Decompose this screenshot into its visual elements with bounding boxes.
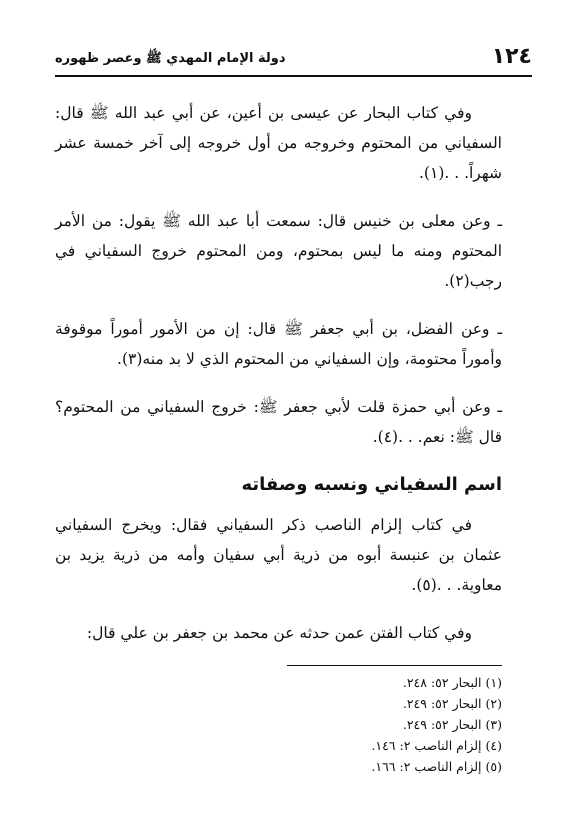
running-title: دولة الإمام المهدي ﷺ وعصر ظهوره <box>55 51 286 66</box>
header-rule <box>55 75 532 77</box>
footnote: (٥) إلزام الناصب ٢: ١٦٦. <box>371 759 502 774</box>
page-number: ١٢٤ <box>491 44 532 69</box>
footnote: (٣) البحار ٥٢: ٢٤٩. <box>402 717 502 732</box>
footnote: (٤) إلزام الناصب ٢: ١٤٦. <box>371 738 502 753</box>
paragraph: في كتاب إلزام الناصب ذكر السفياني فقال: ويخرج السفياني عثمان بن عنبسة أبوه من ذرية أبي سفيان وأمه من ذرية يزيد بن معاوية. . .(٥). <box>55 516 502 594</box>
paragraph: وفي كتاب الفتن عمن حدثه عن محمد بن جعفر بن علي قال: <box>86 624 472 642</box>
section-heading: اسم السفياني ونسبه وصفاته <box>241 474 502 495</box>
footnote-separator <box>287 665 502 666</box>
paragraph: ـ وعن الفضل، بن أبي جعفر ﷺ قال: إن من الأمور أموراً موقوفة وأموراً محتومة، وإن السفياني من المحتوم الذي لا بد منه(٣). <box>55 320 502 368</box>
footnote: (١) البحار ٥٢: ٢٤٨. <box>402 675 502 690</box>
footnote: (٢) البحار ٥٢: ٢٤٩. <box>402 696 502 711</box>
footnotes <box>371 672 502 777</box>
paragraph: ـ وعن أبي حمزة قلت لأبي جعفر ﷺ: خروج السفياني من المحتوم؟ قال ﷺ: نعم. . .(٤). <box>55 398 502 446</box>
page-header <box>55 44 532 74</box>
main-text <box>55 98 502 666</box>
paragraph: وفي كتاب البحار عن عيسى بن أعين، عن أبي عبد الله ﷺ قال: السفياني من المحتوم وخروجه من أول خروجه إلى آخر خمسة عشر شهراً. . .(١). <box>55 104 502 182</box>
paragraph: ـ وعن معلى بن خنيس قال: سمعت أبا عبد الله ﷺ يقول: من الأمر المحتوم ومنه ما ليس بمحتوم، ومن المحتوم خروج السفياني في رجب(٢). <box>55 212 502 290</box>
